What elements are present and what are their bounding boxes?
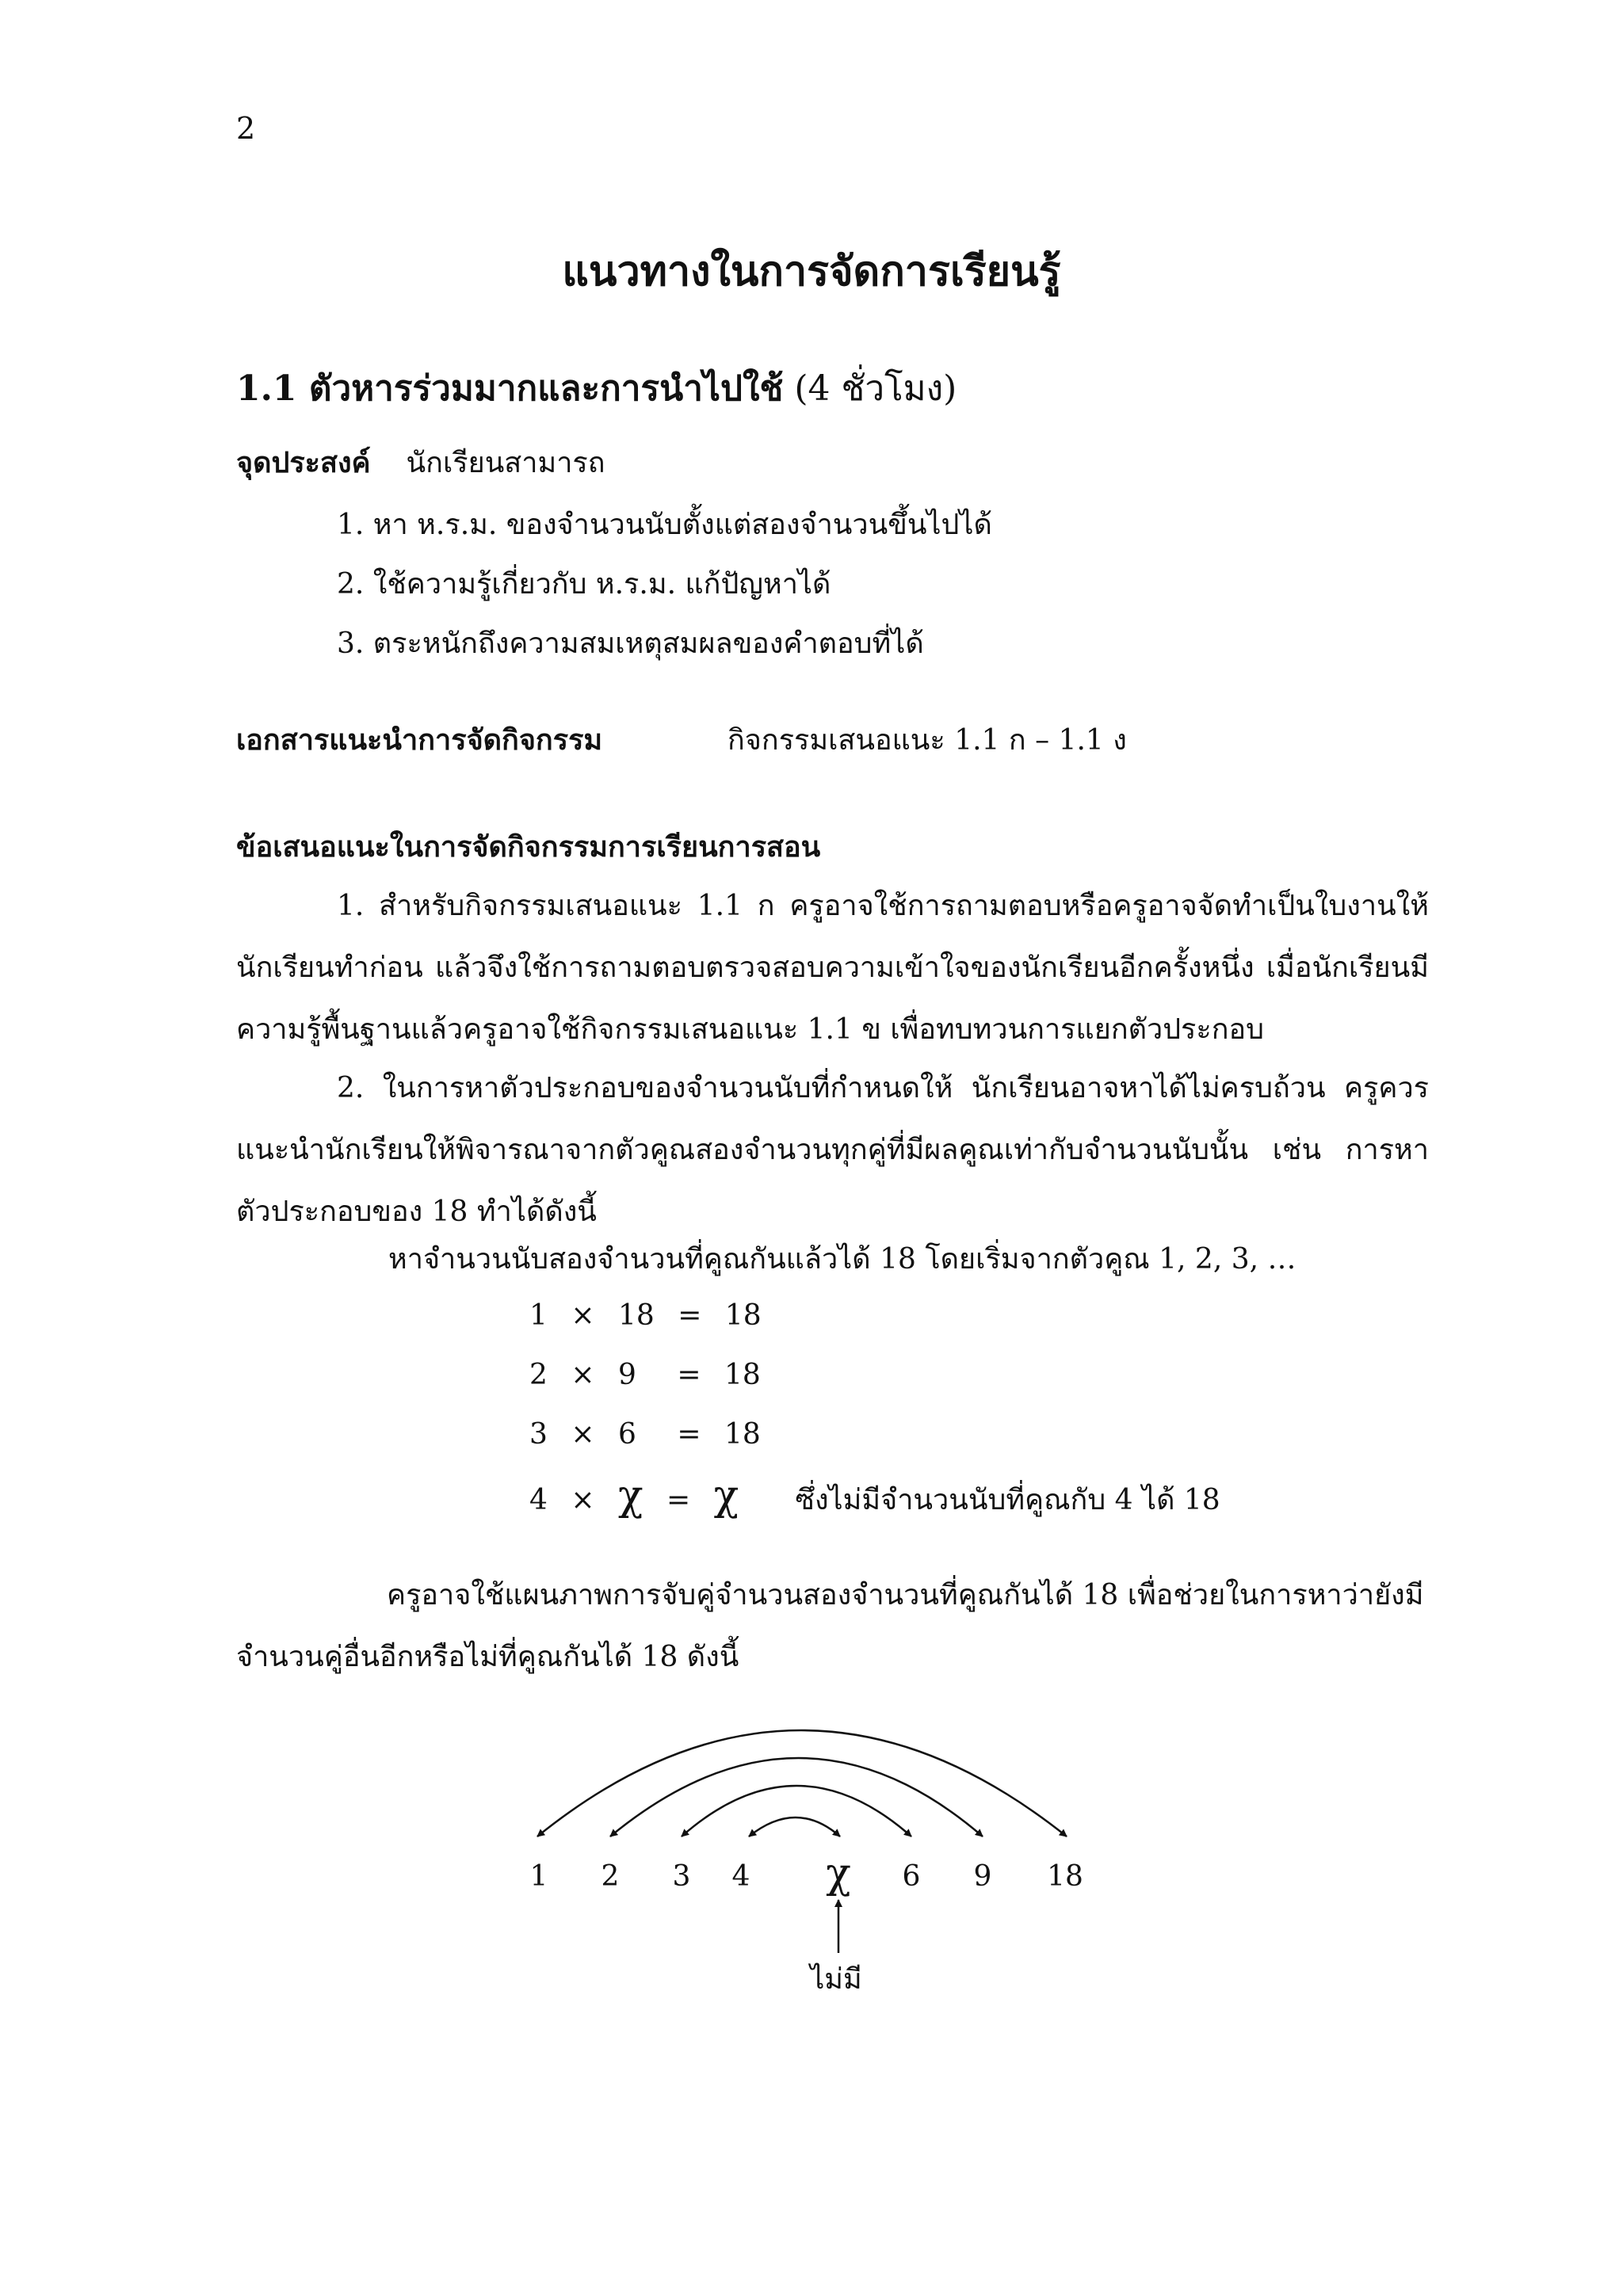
paragraph-line: แนะนำนักเรียนให้พิจารณาจากตัวคูณสองจำนวนทุกคู่ที่มีผลคูณเท่ากับจำนวนนับนั้น เช่น การหา	[236, 1134, 1429, 1166]
paragraph-line: นักเรียนทำก่อน แล้วจึงใช้การถามตอบตรวจสอบความเข้าใจของนักเรียนอีกครั้งหนึ่ง เมื่อนักเรียนมี	[236, 952, 1429, 984]
eq-result: χ	[713, 1472, 739, 1520]
eq-eq: =	[678, 1299, 702, 1332]
diagram-number: 18	[1047, 1860, 1083, 1893]
objective-item: 2. ใช้ความรู้เกี่ยวกับ ห.ร.ม. แก้ปัญหาได้	[337, 568, 831, 601]
objective-item: 3. ตระหนักถึงความสมเหตุสมผลของคำตอบที่ได้	[337, 627, 924, 660]
eq-a: 3	[529, 1418, 548, 1451]
section-title: 1.1 ตัวหารร่วมมากและการนำไปใช้	[236, 368, 784, 409]
eq-result: 18	[724, 1299, 762, 1332]
page-number: 2	[236, 111, 256, 146]
paragraph-line: จำนวนคู่อื่นอีกหรือไม่ที่คูณกันได้ 18 ดังนี้	[236, 1641, 739, 1673]
factor-intro: หาจำนวนนับสองจำนวนที่คูณกันแล้วได้ 18 โดยเริ่มจากตัวคูณ 1, 2, 3, …	[388, 1243, 1296, 1276]
objective-item: 1. หา ห.ร.ม. ของจำนวนนับตั้งแต่สองจำนวนขึ้นไปได้	[337, 509, 992, 541]
pointer-label: ไม่มี	[810, 1963, 862, 1996]
paragraph-line: 2. ในการหาตัวประกอบของจำนวนนับที่กำหนดให้ นักเรียนอาจหาได้ไม่ครบถ้วน ครูควร	[337, 1072, 1429, 1104]
eq-op: ×	[571, 1418, 595, 1451]
paragraph-line: 1. สำหรับกิจกรรมเสนอแนะ 1.1 ก ครูอาจใช้การถามตอบหรือครูอาจจัดทำเป็นใบงานให้	[337, 890, 1429, 922]
eq-a: 4	[529, 1484, 548, 1516]
eq-op: ×	[571, 1299, 595, 1332]
eq-b: 6	[617, 1418, 636, 1451]
eq-b: 18	[617, 1299, 655, 1332]
page-title: แนวทางในการจัดการเรียนรู้	[562, 247, 1061, 296]
pair-arc-3-6	[682, 1786, 911, 1836]
eq-a: 1	[529, 1299, 548, 1332]
eq-result: 18	[724, 1359, 761, 1391]
diagram-number: 3	[672, 1860, 691, 1893]
pair-arc-1-18	[537, 1730, 1067, 1836]
diagram-number: 2	[601, 1860, 620, 1893]
diagram-number: 9	[973, 1860, 992, 1893]
pair-arc-2-9	[610, 1758, 983, 1836]
documents-label: เอกสารแนะนำการจัดกิจกรรม	[236, 723, 603, 757]
eq-eq: =	[666, 1484, 691, 1516]
section-duration: (4 ชั่วโมง)	[794, 368, 957, 409]
eq-b: 9	[617, 1359, 636, 1391]
eq-a: 2	[529, 1359, 548, 1391]
eq-eq: =	[677, 1359, 701, 1391]
objectives-intro: นักเรียนสามารถ	[406, 447, 605, 479]
eq-note: ซึ่งไม่มีจำนวนนับที่คูณกับ 4 ได้ 18	[795, 1484, 1220, 1516]
paragraph-line: ครูอาจใช้แผนภาพการจับคู่จำนวนสองจำนวนที่คูณกันได้ 18 เพื่อช่วยในการหาว่ายังมี	[387, 1579, 1424, 1611]
diagram-number: 1	[529, 1860, 548, 1893]
diagram-number: 6	[902, 1860, 921, 1893]
pair-arc-4-chi	[749, 1817, 840, 1836]
paragraph-line: ตัวประกอบของ 18 ทำได้ดังนี้	[236, 1196, 597, 1228]
paragraph-line: ความรู้พื้นฐานแล้วครูอาจใช้กิจกรรมเสนอแนะ 1.1 ข เพื่อทบทวนการแยกตัวประกอบ	[236, 1013, 1265, 1046]
documents-value: กิจกรรมเสนอแนะ 1.1 ก – 1.1 ง	[727, 724, 1127, 757]
diagram-number: χ	[826, 1850, 851, 1897]
objectives-label: จุดประสงค์	[236, 446, 371, 479]
eq-b: χ	[617, 1472, 643, 1520]
eq-eq: =	[677, 1418, 701, 1451]
eq-op: ×	[571, 1484, 595, 1516]
diagram-number: 4	[731, 1860, 750, 1893]
eq-op: ×	[571, 1359, 595, 1391]
suggestions-heading: ข้อเสนอแนะในการจัดกิจกรรมการเรียนการสอน	[236, 830, 821, 864]
eq-result: 18	[724, 1418, 761, 1451]
